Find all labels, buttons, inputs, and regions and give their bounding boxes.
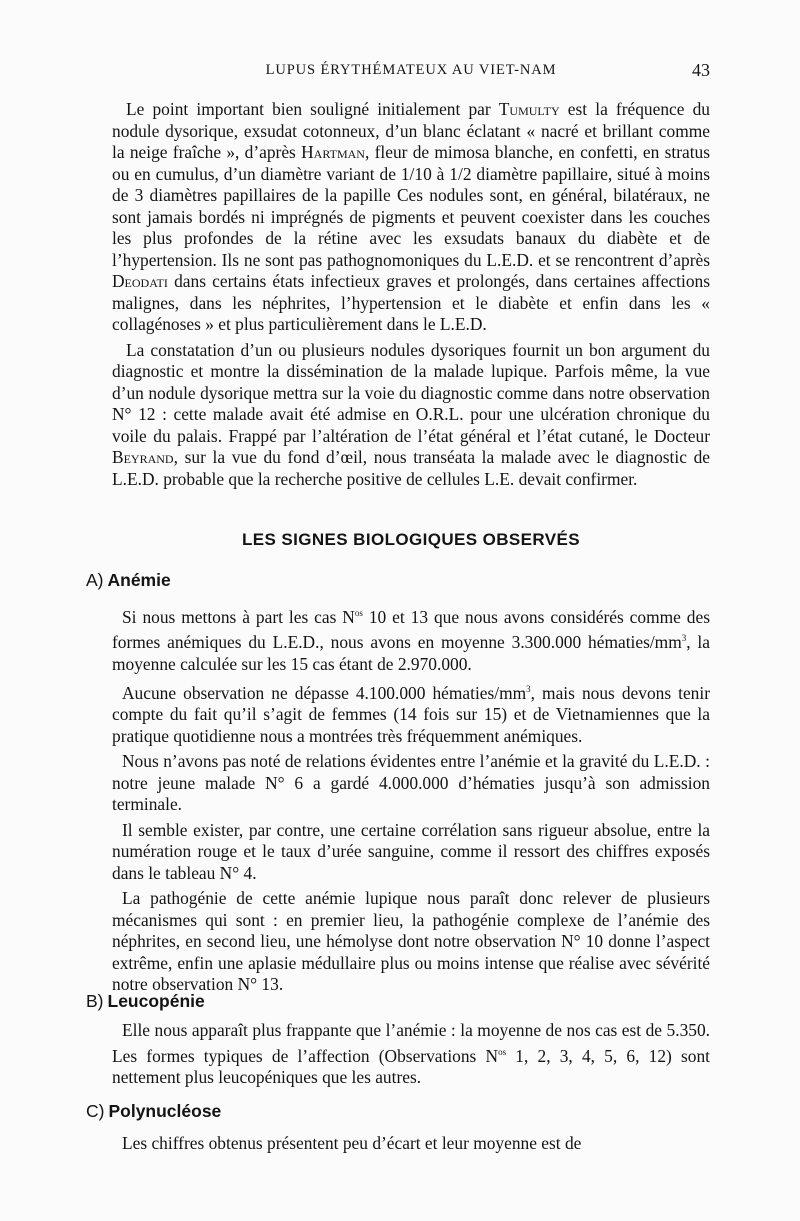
paragraph-nodule: Le point important bien souligné initialement par Tumulty est la fréquence du nodule dysorique, exsudat cotonneux, d’un blanc éclatant « nacré et brillant comme la neige fraîche », d’après Hartman, fleur de mimosa blanche, en confetti, en stratus ou en cumulus, d’un diamètre variant de 1/10 à 1/2 diamètre papillaire, situé à moins de 3 diamètres papillaires de la papille Ces nodules sont, en général, bilatéraux, ne sont jamais bordés ni imprégnés de pigments et peuvent coexister dans les couches les plus profondes de la rétine avec les exsudats banaux du diabète et de l’hypertension. Ils ne sont pas pathognomoniques du L.E.D. et se rencontrent d’après Deodati dans certains états infectieux graves et prolongés, dans certaines affections malignes, dans les néphrites, l’hypertension et le diabète et enfin dans les « collagénoses » et plus particulièrement dans le L.E.D.: [112, 99, 711, 334]
subheading-title: Leucopénie: [107, 991, 205, 1011]
paragraph: La pathogénie de cette anémie lupique nous paraît donc relever de plusieurs mécanismes qui sont : en premier lieu, la pathogénie complexe de l’anémie des néphrites, en second lieu, une hémolyse dont notre observation N° 10 donne l’aspect extrême, enfin une aplasie médullaire plus ou moins intense que réalise avec sévérité notre observation N° 13.: [112, 888, 710, 995]
paragraph: Il semble exister, par contre, une certaine corrélation sans rigueur absolue, entre la numération rouge et le taux d’urée sanguine, comme il ressort des chiffres exposés dans le tableau N° 4.: [112, 819, 710, 883]
subheading-title: Polynucléose: [108, 1101, 222, 1121]
paragraph: Nous n’avons pas noté de relations évidentes entre l’anémie et la gravité du L.E.D. : notre jeune malade N° 6 a gardé 4.000.000 d’hématies jusqu’à son admission terminale.: [112, 751, 710, 815]
page-number: 43: [692, 60, 710, 80]
subheading-letter: A): [86, 570, 104, 590]
running-title: LUPUS ÉRYTHÉMATEUX AU VIET-NAM: [265, 62, 557, 78]
paragraph-diagnostic: La constatation d’un ou plusieurs nodules dysoriques fournit un bon argument du diagnostic et montre la dissémination de la malade lupique. Parfois même, la vue d’un nodule dysorique mettra sur la voie du diagnostic comme dans notre observation N° 12 : cette malade avait été admise en O.R.L. pour une ulcération chronique du voile du palais. Frappé par l’altération de l’état général et l’état cutané, le Docteur Beyrand, sur la vue du fond d’œil, nous transéata la malade avec le diagnostic de L.E.D. probable que la recherche positive de cellules L.E. devait confirmer.: [112, 339, 710, 489]
running-header: [112, 60, 710, 84]
anemie-text: [112, 603, 710, 1000]
subheading-letter: B): [86, 991, 104, 1011]
subheading-anemie: [86, 570, 171, 591]
section-heading: LES SIGNES BIOLOGIQUES OBSERVÉS: [242, 530, 580, 549]
author-name: Hartman: [301, 142, 365, 162]
subheading-title: Anémie: [107, 570, 171, 590]
subheading-polynucleose: [86, 1101, 221, 1122]
paragraph: Si nous mettons à part les cas $N^{os}$ 10 et 13 que nous avons considérés comme des formes anémiques du L.E.D., nous avons en moyenne 3.300.000 hématies/$mm^3$, la moyenne calculée sur les 15 cas étant de 2.970.000.: [112, 606, 710, 674]
subheading-letter: C): [86, 1101, 105, 1121]
subheading-leucopenie: [86, 991, 205, 1012]
paragraph: Elle nous apparaît plus frappante que l’anémie : la moyenne de nos cas est de 5.350. Les formes typiques de l’affection (Observations $N^{os}$ 1, 2, 3, 4, 5, 6, 12) sont nettement plus leucopéniques que les autres.: [112, 1020, 710, 1087]
author-name: Deodati: [112, 271, 168, 291]
intro-text: [112, 99, 710, 494]
polynucleose-text: [112, 1133, 710, 1159]
leucopenie-text: [112, 1020, 710, 1092]
author-name: Tumulty: [498, 99, 560, 119]
paragraph: Les chiffres obtenus présentent peu d’écart et leur moyenne est de: [122, 1133, 582, 1153]
author-name: Beyrand: [112, 447, 174, 467]
paragraph: Aucune observation ne dépasse 4.100.000 hématies/$mm^3$, mais nous devons tenir compte du fait qu’il s’agit de femmes (14 fois sur 15) et de Vietnamiennes que la pratique quotidienne nous a montrées très fréquemment anémiques.: [112, 682, 711, 746]
